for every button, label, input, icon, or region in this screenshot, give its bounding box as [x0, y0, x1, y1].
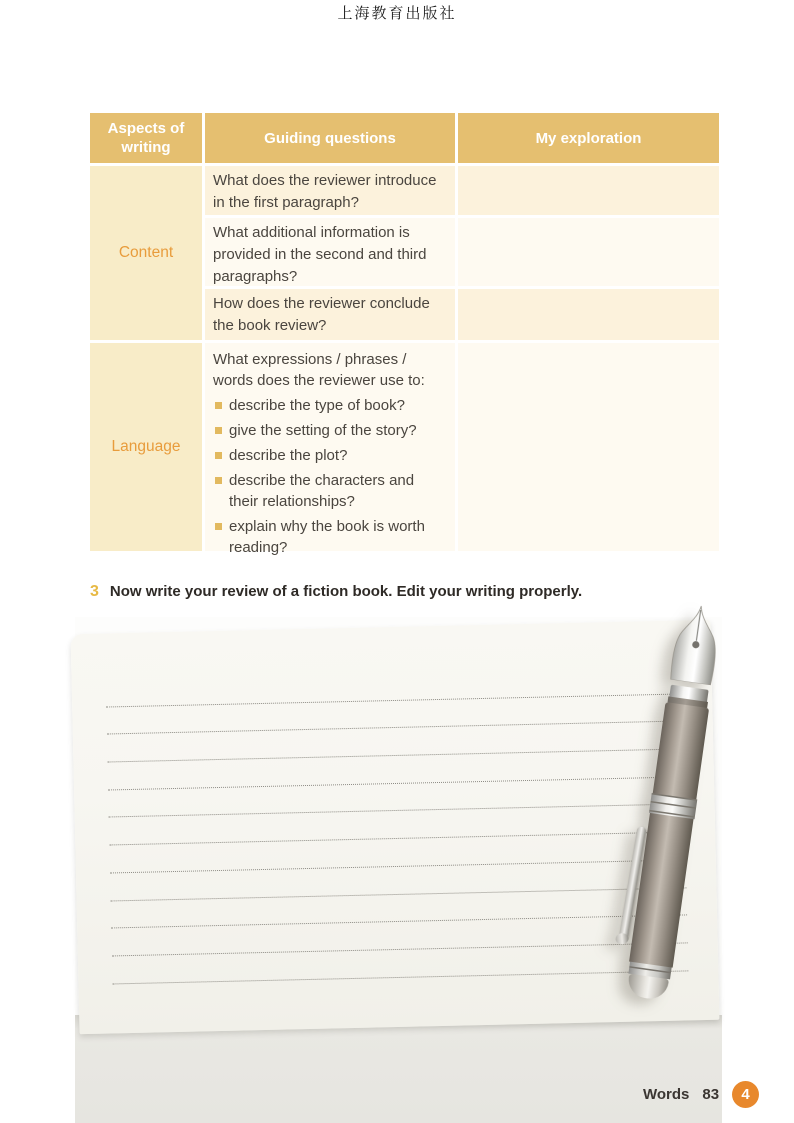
publisher-header: 上海教育出版社: [337, 6, 457, 22]
guiding-question-2: What additional information is provided in the second and third paragraphs?: [205, 218, 455, 286]
bullet-item: [213, 395, 447, 416]
notepad-paper: [71, 620, 720, 1034]
guiding-question-1: What does the reviewer introduce in the first paragraph?: [205, 166, 455, 215]
column-header-guiding-questions: Guiding questions: [205, 113, 455, 163]
unit-badge-number: 4: [741, 1085, 750, 1103]
column-header-aspects: Aspects of writing: [90, 113, 202, 163]
bullet-square-icon: [215, 477, 222, 484]
bullet-item: [213, 470, 447, 512]
bullet-square-icon: [215, 427, 222, 434]
exploration-cell-2: [458, 218, 719, 286]
bullet-item: [213, 516, 447, 558]
page-number: 83: [702, 1085, 720, 1103]
guiding-question-language: [205, 343, 455, 556]
writing-aspects-table: [90, 113, 719, 556]
aspect-label-language: Language: [90, 343, 202, 551]
exploration-cell-3: [458, 289, 719, 340]
aspect-label-content: Content: [90, 166, 202, 340]
writing-lines-area: [106, 666, 689, 984]
exercise-number: 3: [90, 583, 99, 600]
bullet-text: explain why the book is worth reading?: [229, 518, 425, 556]
exploration-cell-1: [458, 166, 719, 215]
exercise-text: Now write your review of a fiction book. Edit your writing properly.: [109, 583, 583, 600]
bullet-item: [213, 420, 447, 441]
column-header-my-exploration: My exploration: [458, 113, 719, 163]
question-intro: What expressions / phrases / words does the reviewer use to:: [213, 351, 425, 389]
unit-badge: [732, 1081, 759, 1108]
bullet-square-icon: [215, 402, 222, 409]
bullet-text: describe the type of book?: [229, 397, 405, 414]
bullet-square-icon: [215, 452, 222, 459]
notepad-photo: [75, 617, 722, 1123]
exercise-instruction: [90, 583, 730, 601]
page-footer: [643, 1080, 759, 1108]
bullet-text: give the setting of the story?: [229, 422, 417, 439]
bullet-text: describe the characters and their relationships?: [229, 472, 415, 510]
bullet-item: [213, 445, 447, 466]
bullet-list: [213, 395, 447, 558]
bullet-text: describe the plot?: [229, 447, 348, 464]
footer-words-label: Words: [643, 1085, 690, 1103]
bullet-square-icon: [215, 523, 222, 530]
pen-nib-icon: [668, 602, 724, 686]
exploration-cell-4: [458, 343, 719, 551]
guiding-question-3: How does the reviewer conclude the book review?: [205, 289, 455, 340]
